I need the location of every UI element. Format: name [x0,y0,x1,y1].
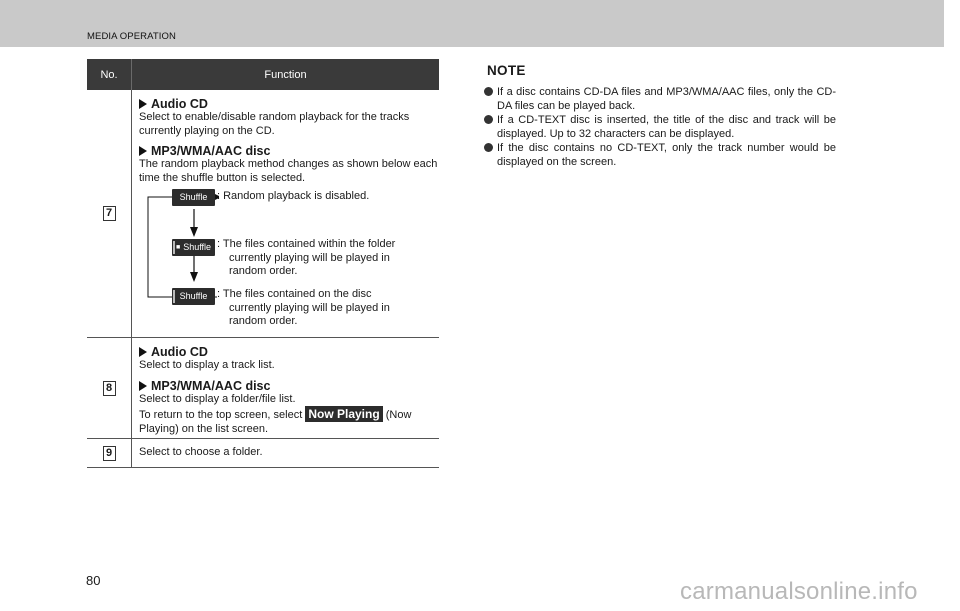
shuffle-disc-label: : The files contained on the disc currently playing will be played in random order. [217,288,390,327]
shuffle-folder-label: : The files contained within the folder currently playing will be played in random order. [217,238,396,277]
mp3-description-line2: To return to the top screen, select Now Playing (Now [139,407,412,421]
audio-cd-description: Select to enable/disable random playback for the tracks currently playing on the CD. [139,111,410,137]
arrow-right-icon [139,347,147,357]
shuffle-off-button: Shuffle [172,189,215,206]
note-item: If the disc contains no CD-TEXT, only the track number would be displayed on the screen. [484,141,836,169]
bullet-icon [484,143,493,152]
cycle-arrows [139,185,219,333]
note-item: If a disc contains CD-DA files and MP3/WMA/AAC files, only the CD-DA files can be played back. [484,85,836,113]
mp3-description-line1: Select to display a folder/file list. [139,392,296,405]
shuffle-disc-button: Shuffle [172,288,215,305]
shuffle-folder-button: ■ Shuffle [172,239,215,256]
arrow-right-icon [139,146,147,156]
mp3-heading: MP3/WMA/AAC disc [139,379,439,393]
now-playing-button[interactable]: Now Playing [305,406,382,422]
note-box [484,63,836,169]
row-number: 9 [103,446,116,461]
column-header-function: Function [264,68,307,81]
audio-cd-heading: Audio CD [139,97,439,111]
function-table [87,59,439,468]
table-header [87,59,439,90]
audio-cd-heading: Audio CD [139,345,439,359]
shuffle-off-label: : Random playback is disabled. [217,190,370,202]
page-number: 80 [86,573,101,588]
shuffle-mode-diagram [139,185,439,333]
choose-folder-description: Select to choose a folder. [139,446,263,459]
mp3-description-line3: Playing) on the list screen. [139,422,269,435]
bullet-icon [484,87,493,96]
row-number: 7 [103,206,116,221]
column-header-no: No. [87,59,132,90]
table-row [87,439,439,468]
note-item: If a CD-TEXT disc is inserted, the title of the disc and track will be displayed. Up to 32 characters can be displayed. [484,113,836,141]
bullet-icon [484,115,493,124]
watermark: carmanualsonline.info [680,578,918,605]
note-title: NOTE [487,63,526,78]
arrow-right-icon [139,99,147,109]
table-row [87,90,439,338]
mp3-heading: MP3/WMA/AAC disc [139,144,439,158]
mp3-description: The random playback method changes as shown below each time the shuffle button is selected. [139,158,438,184]
section-title: MEDIA OPERATION [87,31,176,42]
folder-icon: ■ [175,243,181,251]
header-band [0,0,944,47]
arrow-right-icon [139,381,147,391]
row-number: 8 [103,381,116,396]
audio-cd-description: Select to display a track list. [139,359,275,371]
table-row [87,338,439,439]
